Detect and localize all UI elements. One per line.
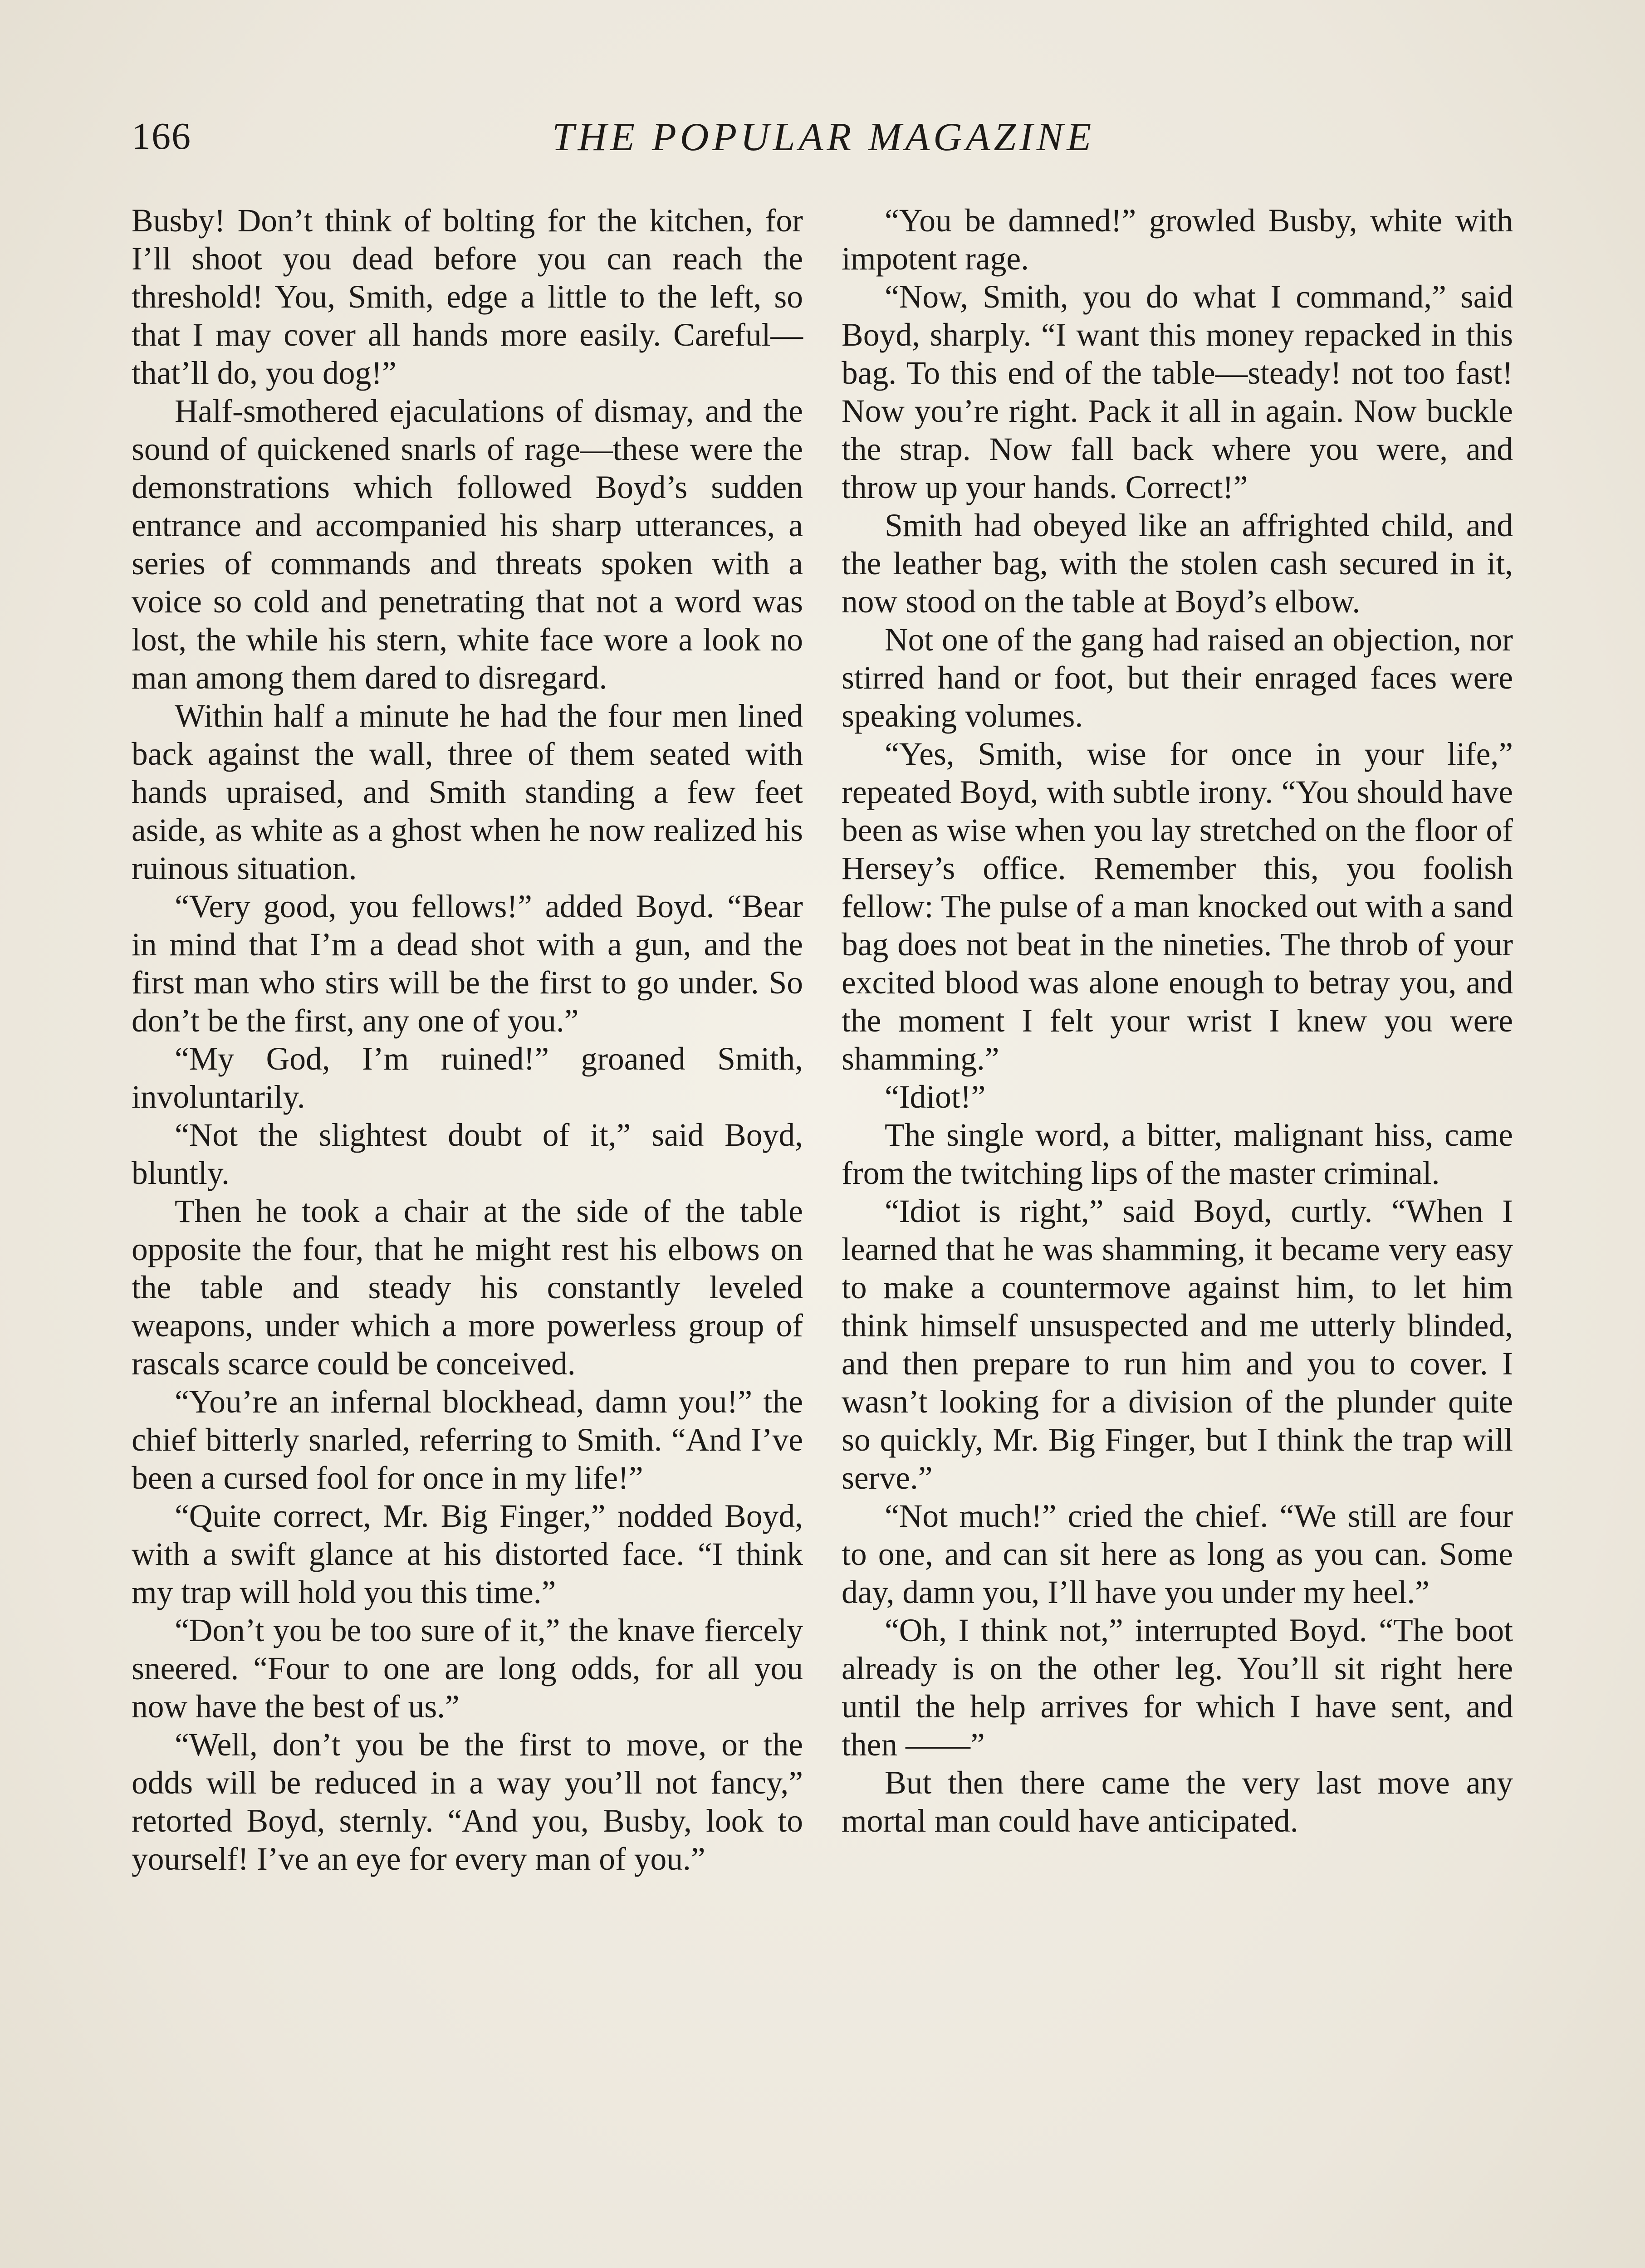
paragraph: “You be damned!” growled Busby, white with impotent rage.	[842, 203, 1513, 277]
paragraph: “Very good, you fellows!” added Boyd. “Bear in mind that I’m a dead shot with a gun, and the first man who stirs will be the first to go under. So don’t be the first, any one of you.”	[132, 889, 803, 1039]
paragraph: Half-smothered ejaculations of dismay, and the sound of quickened snarls of rage—these were the demonstrations which followed Boyd’s sudden entrance and accompanied his sharp utterances, a series of commands and threats spoken with a voice so cold and penetrating that not a word was lost, the while his stern, white face wore a look no man among them dared to disregard.	[132, 393, 803, 696]
paragraph: The single word, a bitter, malignant hiss, came from the twitching lips of the master criminal.	[842, 1117, 1513, 1191]
paragraph: “You’re an infernal blockhead, damn you!” the chief bitterly snarled, referring to Smith. “And I’ve been a cursed fool for once in my life!”	[132, 1384, 803, 1496]
paragraph: “Oh, I think not,” interrupted Boyd. “The boot already is on the other leg. You’ll sit right here until the help arrives for which I have sent, and then ——”	[842, 1613, 1513, 1763]
paragraph: “Not much!” cried the chief. “We still are four to one, and can sit here as long as you can. Some day, damn you, I’ll have you under my heel.”	[842, 1498, 1513, 1610]
paragraph: “Now, Smith, you do what I command,” said Boyd, sharply. “I want this money repacked in this bag. To this end of the table—steady! not too fast! Now you’re right. Pack it all in again. Now buckle the strap. Now fall back where you were, and throw up your hands. Correct!”	[842, 279, 1513, 505]
paragraph: “Idiot!”	[885, 1079, 986, 1115]
paragraph: But then there came the very last move any mortal man could have anticipated.	[842, 1765, 1513, 1839]
paragraph: “Yes, Smith, wise for once in your life,” repeated Boyd, with subtle irony. “You should have been as wise when you lay stretched on the floor of Hersey’s office. Remember this, you foolish fellow: The pulse of a man knocked out with a sand bag does not beat in the nineties. The throb of your excited blood was alone enough to betray you, and the moment I felt your wrist I knew you were shamming.”	[842, 736, 1513, 1077]
paragraph: “Quite correct, Mr. Big Finger,” nodded Boyd, with a swift glance at his distorted face. “I think my trap will hold you this time.”	[132, 1498, 803, 1610]
page-header	[132, 114, 1515, 173]
paragraph: “Well, don’t you be the first to move, or the odds will be reduced in a way you’ll not fancy,” retorted Boyd, sternly. “And you, Busby, look to yourself! I’ve an eye for every man of you.”	[132, 1727, 803, 1877]
left-column	[132, 202, 803, 1878]
paragraph: Then he took a chair at the side of the table opposite the four, that he might rest his elbows on the table and steady his constantly leveled weapons, under which a more powerless group of rascals scarce could be conceived.	[132, 1193, 803, 1382]
paragraph: Smith had obeyed like an affrighted child, and the leather bag, with the stolen cash secured in it, now stood on the table at Boyd’s elbow.	[842, 508, 1513, 620]
magazine-title: THE POPULAR MAGAZINE	[552, 115, 1095, 159]
paragraph: “Don’t you be too sure of it,” the knave fiercely sneered. “Four to one are long odds, for all you now have the best of us.”	[132, 1613, 803, 1725]
right-column	[842, 202, 1513, 1840]
paragraph: “Idiot is right,” said Boyd, curtly. “When I learned that he was shamming, it became very easy to make a countermove against him, to let him think himself unsuspected and me utterly blinded, and then prepare to run him and you to cover. I wasn’t looking for a division of the plunder quite so quickly, Mr. Big Finger, but I think the trap will serve.”	[842, 1193, 1513, 1496]
paragraph: Within half a minute he had the four men lined back against the wall, three of them seated with hands upraised, and Smith standing a few feet aside, as white as a ghost when he now realized his ruinous situation.	[132, 698, 803, 886]
paragraph: “My God, I’m ruined!” groaned Smith, involuntarily.	[132, 1041, 803, 1115]
paragraph: Busby! Don’t think of bolting for the kitchen, for I’ll shoot you dead before you can reach the threshold! You, Smith, edge a little to the left, so that I may cover all hands more easily. Careful—that’ll do, you dog!”	[132, 203, 803, 391]
paragraph: Not one of the gang had raised an objection, nor stirred hand or foot, but their enraged faces were speaking volumes.	[842, 622, 1513, 734]
paragraph: “Not the slightest doubt of it,” said Boyd, bluntly.	[132, 1117, 803, 1191]
page-number: 166	[132, 115, 191, 157]
